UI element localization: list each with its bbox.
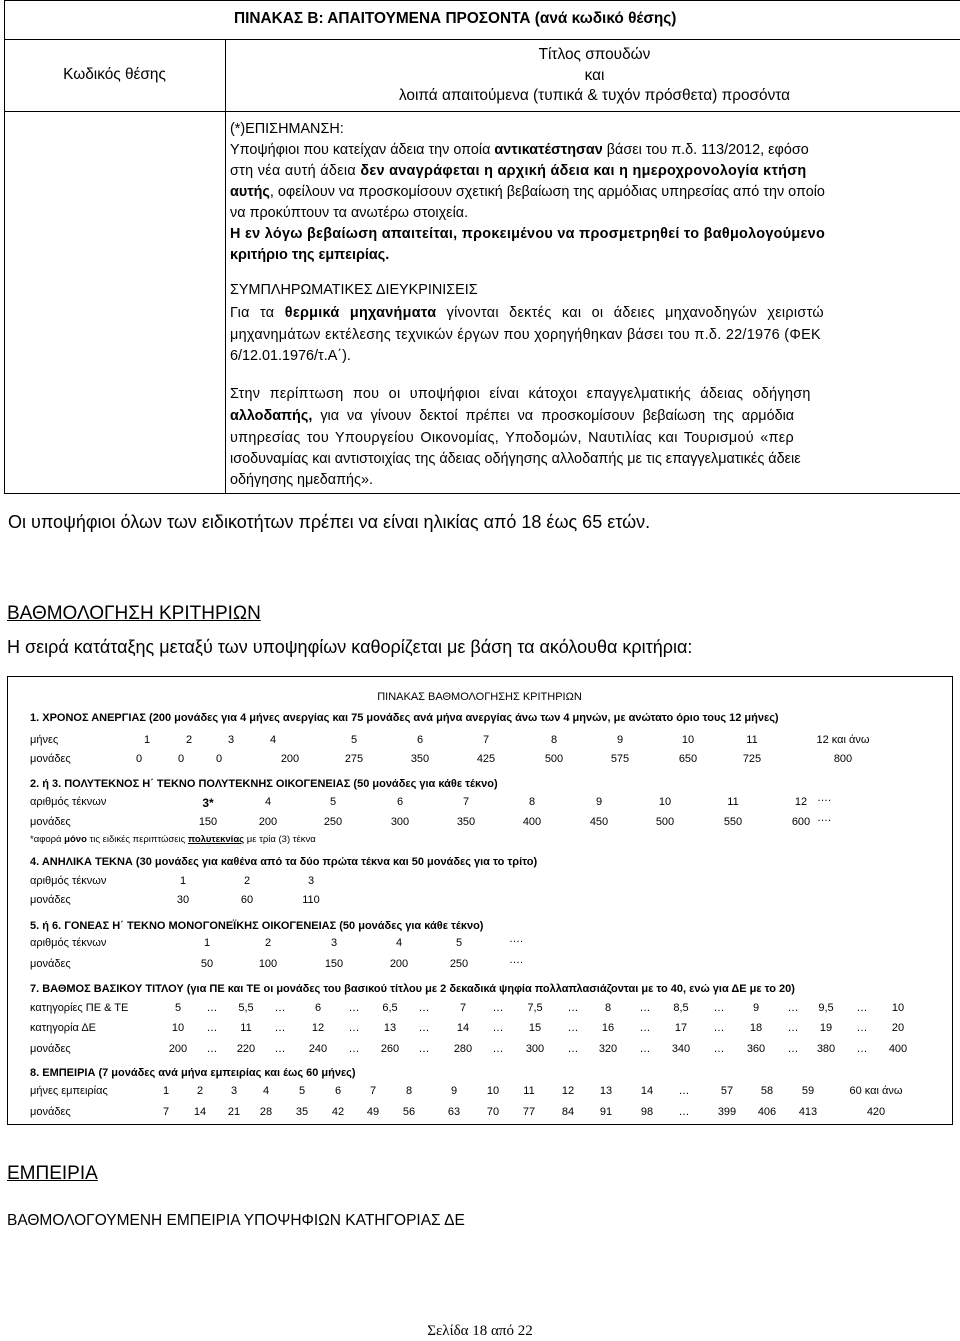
table-cell: …: [274, 1002, 286, 1014]
notice-line-2: στη νέα αυτή άδεια δεν αναγράφεται η αρχική άδεια και η ημεροχρονολογία κτήση: [230, 163, 807, 179]
table-cell: 400: [888, 1043, 908, 1055]
criterion-4-row-label-points: μονάδες: [30, 894, 71, 906]
criterion-7-row-label-de: κατηγορία ΔΕ: [30, 1022, 96, 1034]
table-cell: 9: [595, 796, 603, 808]
table-cell: 413: [798, 1106, 818, 1118]
supplementary-2-line-1: Στην περίπτωση που οι υποψήφιοι είναι κάτοχοι επαγγελματικής άδειας οδήγηση: [230, 386, 811, 402]
supplementary-1-line-1: Για τα θερμικά μηχανήματα γίνονται δεκτές και οι άδειες μηχανοδηγών χειριστώ: [230, 305, 824, 321]
table-cell: 110: [302, 894, 320, 906]
criterion-5-row-label-points: μονάδες: [30, 958, 71, 970]
table-cell: 1: [179, 875, 187, 887]
criterion-5-title: 5. ή 6. ΓΟΝΕΑΣ Η΄ ΤΕΚΝΟ ΜΟΝΟΓΟΝΕΪΚΗΣ ΟΙΚΟΓΕΝΕΙΑΣ (50 μονάδες για κάθε τέκνο): [30, 920, 484, 932]
table-cell: 8: [604, 1002, 612, 1014]
table-cell: 50: [200, 958, 214, 970]
table-cell: …: [787, 1002, 799, 1014]
table-cell: 150: [324, 958, 344, 970]
table-cell: 8: [528, 796, 536, 808]
table-cell: 240: [308, 1043, 328, 1055]
table-title: ΠΙΝΑΚΑΣ Β: ΑΠΑΙΤΟΥΜΕΝΑ ΠΡΟΣΟΝΤΑ (ανά κωδικό θέσης): [234, 10, 677, 27]
table-cell: 600: [791, 816, 811, 828]
table-cell: 11: [746, 734, 758, 746]
table-cell: 11: [727, 796, 739, 808]
table-cell: 1: [143, 734, 151, 746]
table-cell: 20: [891, 1022, 905, 1034]
table-cell: 28: [259, 1106, 273, 1118]
table-cell: 200: [280, 753, 300, 765]
table-cell: 725: [742, 753, 762, 765]
table-cell: 5: [174, 1002, 182, 1014]
table-cell: 650: [678, 753, 698, 765]
table-cell: 300: [390, 816, 410, 828]
table-cell: 9: [450, 1085, 458, 1097]
notice-line-4: να προκύπτουν τα ανωτέρω στοιχεία.: [230, 205, 469, 221]
table-cell: …: [856, 1002, 868, 1014]
table-cell: 49: [366, 1106, 380, 1118]
criterion-2-footnote: *αφορά μόνο τις ειδικές περιπτώσεις πολυτεκνίας με τρία (3) τέκνα: [30, 834, 316, 845]
table-cell: 8,5: [673, 1002, 689, 1014]
criterion-2-row-label-children: αριθμός τέκνων: [30, 796, 107, 808]
table-cell: 63: [447, 1106, 461, 1118]
table-cell: 2: [243, 875, 251, 887]
table-cell: 7,5: [527, 1002, 543, 1014]
experience-heading: ΕΜΠΕΙΡΙΑ: [7, 1163, 98, 1184]
scoring-table-title: ΠΙΝΑΚΑΣ ΒΑΘΜΟΛΟΓΗΣΗΣ ΚΡΙΤΗΡΙΩΝ: [377, 691, 582, 703]
column-header-degree-line2: και: [584, 67, 605, 84]
table-cell: …: [492, 1022, 504, 1034]
column-header-position-code: Κωδικός θέσης: [63, 66, 166, 83]
table-cell: 13: [383, 1022, 397, 1034]
table-cell: 6,5: [382, 1002, 398, 1014]
criterion-2-ellipsis-1: ….: [817, 792, 832, 804]
scoring-intro: Η σειρά κατάταξης μεταξύ των υποψηφίων καθορίζεται με βάση τα ακόλουθα κριτήρια:: [7, 637, 693, 657]
notice-title: (*)ΕΠΙΣΗΜΑΝΣΗ:: [230, 121, 344, 137]
table-cell: 56: [402, 1106, 416, 1118]
criterion-8-row-label-months: μήνες εμπειρίας: [30, 1085, 108, 1097]
table-cell: 200: [389, 958, 409, 970]
table-cell: 15: [528, 1022, 542, 1034]
table-cell: 12 και άνω: [816, 734, 870, 746]
table-cell: 800: [833, 753, 853, 765]
table-cell: 4: [395, 937, 403, 949]
table-cell: 6: [416, 734, 424, 746]
table-cell: 3: [227, 734, 235, 746]
table-cell: …: [856, 1043, 868, 1055]
table-cell: …: [678, 1106, 690, 1118]
table-cell: 2: [185, 734, 193, 746]
criterion-1-row-label-points: μονάδες: [30, 753, 71, 765]
table-cell: 340: [671, 1043, 691, 1055]
table-cell: 7: [482, 734, 490, 746]
table-cell: 399: [717, 1106, 737, 1118]
criterion-4-title: 4. ΑΝΗΛΙΚΑ ΤΕΚΝΑ (30 μονάδες για καθένα από τα δύο πρώτα τέκνα και 50 μονάδες για το τρίτο): [30, 856, 538, 868]
table-cell: 42: [331, 1106, 345, 1118]
table-cell: 10: [658, 796, 672, 808]
table-cell: 8: [405, 1085, 413, 1097]
table-cell: 250: [323, 816, 343, 828]
table-cell: 200: [168, 1043, 188, 1055]
table-cell: …: [787, 1022, 799, 1034]
table-cell: 9: [616, 734, 624, 746]
page-number: Σελίδα 18 από 22: [427, 1323, 533, 1339]
table-cell: 14: [193, 1106, 207, 1118]
criterion-7-row-label-pe-te: κατηγορίες ΠΕ & ΤΕ: [30, 1002, 129, 1014]
table-cell: 0: [215, 753, 223, 765]
table-cell: 14: [456, 1022, 470, 1034]
table-cell: 14: [640, 1085, 654, 1097]
table-cell: …: [639, 1002, 651, 1014]
notice-line-5: Η εν λόγω βεβαίωση απαιτείται, προκειμένου να προσμετρηθεί το βαθμολογούμενο: [230, 226, 826, 242]
table-cell: 425: [476, 753, 496, 765]
table-cell: 150: [198, 816, 218, 828]
table-cell: 84: [561, 1106, 575, 1118]
table-cell: 12: [794, 796, 808, 808]
table-cell: …: [274, 1022, 286, 1034]
table-cell: 406: [757, 1106, 777, 1118]
table-cell: 10: [486, 1085, 500, 1097]
table-cell: …: [713, 1002, 725, 1014]
table-cell: 11: [523, 1085, 535, 1097]
table-cell: 17: [674, 1022, 688, 1034]
table-cell: 70: [486, 1106, 500, 1118]
criterion-2-row-label-points: μονάδες: [30, 816, 71, 828]
table-cell: …: [567, 1022, 579, 1034]
supplementary-1-line-2: μηχανημάτων εκτέλεσης τεχνικών έργων που χορηγήθηκαν βάσει του π.δ. 22/1976 (ΦΕΚ: [230, 327, 821, 343]
table-cell: …: [206, 1022, 218, 1034]
notice-line-6: κριτήριο της εμπειρίας.: [230, 247, 390, 263]
table-cell: 60 και άνω: [849, 1085, 903, 1097]
column-header-degree-line3: λοιπά απαιτούμενα (τυπικά & τυχόν πρόσθετα) προσόντα: [398, 87, 791, 104]
table-cell: 7: [462, 796, 470, 808]
table-cell: 5: [298, 1085, 306, 1097]
table-cell: …: [418, 1002, 430, 1014]
table-cell: 6: [396, 796, 404, 808]
table-cell: …: [639, 1043, 651, 1055]
table-cell: 30: [176, 894, 190, 906]
criterion-1-title: 1. ΧΡΟΝΟΣ ΑΝΕΡΓΙΑΣ (200 μονάδες για 4 μήνες ανεργίας και 75 μονάδες ανά μήνα ανεργίας άνω των 4 μηνών, με ανώτατο όριο τους 12 μήνες): [30, 712, 779, 724]
table-cell: 0: [135, 753, 143, 765]
table-cell: 575: [610, 753, 630, 765]
table-cell: 420: [866, 1106, 886, 1118]
table-cell: 0: [177, 753, 185, 765]
table-cell: …: [418, 1022, 430, 1034]
table-cell: …: [567, 1043, 579, 1055]
table-cell: 2: [264, 937, 272, 949]
table-cell: 4: [264, 796, 272, 808]
table-cell: 280: [453, 1043, 473, 1055]
column-header-degree-line1: Τίτλος σπουδών: [538, 46, 651, 63]
table-cell: 21: [227, 1106, 241, 1118]
table-cell: …: [418, 1043, 430, 1055]
supplementary-title: ΣΥΜΠΛΗΡΩΜΑΤΙΚΕΣ ΔΙΕΥΚΡΙΝΙΣΕΙΣ: [230, 282, 478, 298]
table-cell: 7: [459, 1002, 467, 1014]
criterion-7-row-label-points: μονάδες: [30, 1043, 71, 1055]
table-cell: 4: [262, 1085, 270, 1097]
table-cell: 6: [334, 1085, 342, 1097]
supplementary-2-line-3: υπηρεσίας του Υπουργείου Οικονομίας, Υποδομών, Ναυτιλίας και Τουρισμού «περ: [230, 430, 794, 446]
criterion-4-row-label-children: αριθμός τέκνων: [30, 875, 107, 887]
table-cell: …: [787, 1043, 799, 1055]
supplementary-2-line-2: αλλοδαπής, για να γίνουν δεκτοί πρέπει να προσκομίσουν βεβαίωση της αρμόδια: [230, 408, 795, 424]
table-cell: 13: [599, 1085, 613, 1097]
criterion-5-ellipsis-1: ….: [509, 933, 524, 945]
table-cell: 10: [171, 1022, 185, 1034]
table-cell: …: [856, 1022, 868, 1034]
table-cell: 19: [819, 1022, 833, 1034]
notice-line-1: Υποψήφιοι που κατείχαν άδεια την οποία αντικατέστησαν βάσει του π.δ. 113/2012, εφόσο: [230, 142, 809, 158]
table-cell: 380: [816, 1043, 836, 1055]
table-cell: …: [492, 1002, 504, 1014]
table-cell: …: [492, 1043, 504, 1055]
table-cell: 12: [311, 1022, 325, 1034]
table-cell: 1: [162, 1085, 170, 1097]
table-cell: 5,5: [238, 1002, 254, 1014]
table-cell: 60: [240, 894, 254, 906]
scoring-table: [7, 676, 953, 1125]
table-cell: 550: [723, 816, 743, 828]
table-cell: 220: [236, 1043, 256, 1055]
table-cell: 2: [196, 1085, 204, 1097]
table-cell: 350: [410, 753, 430, 765]
age-requirement-note: Οι υποψήφιοι όλων των ειδικοτήτων πρέπει να είναι ηλικίας από 18 έως 65 ετών.: [8, 512, 651, 532]
table-cell: 3: [307, 875, 315, 887]
supplementary-2-line-4: ισοδυναμίας και αντιστοιχίας της άδειας οδήγησης αλλοδαπής με τις επαγγελματικές άδειε: [230, 451, 801, 467]
table-cell: 360: [746, 1043, 766, 1055]
table-cell: …: [713, 1022, 725, 1034]
table-cell: 8: [550, 734, 558, 746]
table-cell: 200: [258, 816, 278, 828]
table-cell: 12: [561, 1085, 575, 1097]
criterion-2-ellipsis-2: ….: [817, 812, 832, 824]
supplementary-1-line-3: 6/12.01.1976/τ.Α΄).: [230, 348, 351, 364]
table-cell: 500: [544, 753, 564, 765]
table-cell: 400: [522, 816, 542, 828]
table-cell: 77: [522, 1106, 536, 1118]
table-cell: …: [678, 1085, 690, 1097]
table-cell: 260: [380, 1043, 400, 1055]
table-cell: 91: [599, 1106, 613, 1118]
table-cell: 57: [720, 1085, 734, 1097]
criterion-7-title: 7. ΒΑΘΜΟΣ ΒΑΣΙΚΟΥ ΤΙΤΛΟΥ (για ΠΕ και ΤΕ οι μονάδες του βασικού τίτλου με 2 δεκαδικά ψηφία πολλαπλασιάζονται με το 40, ενώ για ΔΕ με το 20): [30, 983, 795, 995]
table-cell: 300: [525, 1043, 545, 1055]
scoring-heading: ΒΑΘΜΟΛΟΓΗΣΗ ΚΡΙΤΗΡΙΩΝ: [7, 603, 261, 624]
table-cell: 10: [891, 1002, 905, 1014]
requirements-table: [4, 0, 960, 493]
table-cell: 7: [369, 1085, 377, 1097]
table-cell: 11: [240, 1022, 252, 1034]
table-cell: 500: [655, 816, 675, 828]
table-cell: 3: [230, 1085, 238, 1097]
criterion-8-title: 8. ΕΜΠΕΙΡΙΑ (7 μονάδες ανά μήνα εμπειρίας και έως 60 μήνες): [30, 1067, 356, 1079]
criterion-8-row-label-points: μονάδες: [30, 1106, 71, 1118]
table-cell: 350: [456, 816, 476, 828]
table-cell: 98: [640, 1106, 654, 1118]
notice-line-3: αυτής, οφείλουν να προσκομίσουν σχετική βεβαίωση της αρμόδιας υπηρεσίας από την οποίο: [230, 184, 825, 200]
table-cell: 5: [350, 734, 358, 746]
table-cell: 250: [449, 958, 469, 970]
criterion-1-row-label-months: μήνες: [30, 734, 59, 746]
table-cell: 5: [455, 937, 463, 949]
table-cell: 100: [258, 958, 278, 970]
table-cell: …: [348, 1043, 360, 1055]
table-cell: 16: [601, 1022, 615, 1034]
table-cell: 275: [344, 753, 364, 765]
experience-subheading: ΒΑΘΜΟΛΟΓΟΥΜΕΝΗ ΕΜΠΕΙΡΙΑ ΥΠΟΨΗΦΙΩΝ ΚΑΤΗΓΟΡΙΑΣ ΔΕ: [7, 1212, 465, 1229]
criterion-5-ellipsis-2: ….: [509, 954, 524, 966]
table-cell: 320: [598, 1043, 618, 1055]
table-cell: 6: [314, 1002, 322, 1014]
table-cell: 7: [162, 1106, 170, 1118]
table-cell: …: [206, 1002, 218, 1014]
table-cell: 35: [295, 1106, 309, 1118]
table-cell: …: [567, 1002, 579, 1014]
table-cell: 3*: [202, 796, 214, 810]
table-cell: 4: [269, 734, 277, 746]
table-cell: 9,5: [818, 1002, 834, 1014]
supplementary-2-line-5: οδήγησης ημεδαπής».: [230, 472, 373, 488]
criterion-2-title: 2. ή 3. ΠΟΛΥΤΕΚΝΟΣ Η΄ ΤΕΚΝΟ ΠΟΛΥΤΕΚΝΗΣ ΟΙΚΟΓΕΝΕΙΑΣ (50 μονάδες για κάθε τέκνο): [30, 778, 498, 790]
table-cell: …: [206, 1043, 218, 1055]
table-cell: 3: [330, 937, 338, 949]
table-cell: 18: [749, 1022, 763, 1034]
criterion-5-row-label-children: αριθμός τέκνων: [30, 937, 107, 949]
table-cell: 58: [760, 1085, 774, 1097]
table-cell: 59: [801, 1085, 815, 1097]
table-cell: 450: [589, 816, 609, 828]
table-cell: 5: [329, 796, 337, 808]
table-cell: …: [639, 1022, 651, 1034]
table-cell: …: [274, 1043, 286, 1055]
table-cell: 9: [752, 1002, 760, 1014]
table-cell: …: [348, 1022, 360, 1034]
table-cell: 10: [681, 734, 695, 746]
table-cell: …: [348, 1002, 360, 1014]
table-cell: 1: [203, 937, 211, 949]
table-cell: …: [713, 1043, 725, 1055]
